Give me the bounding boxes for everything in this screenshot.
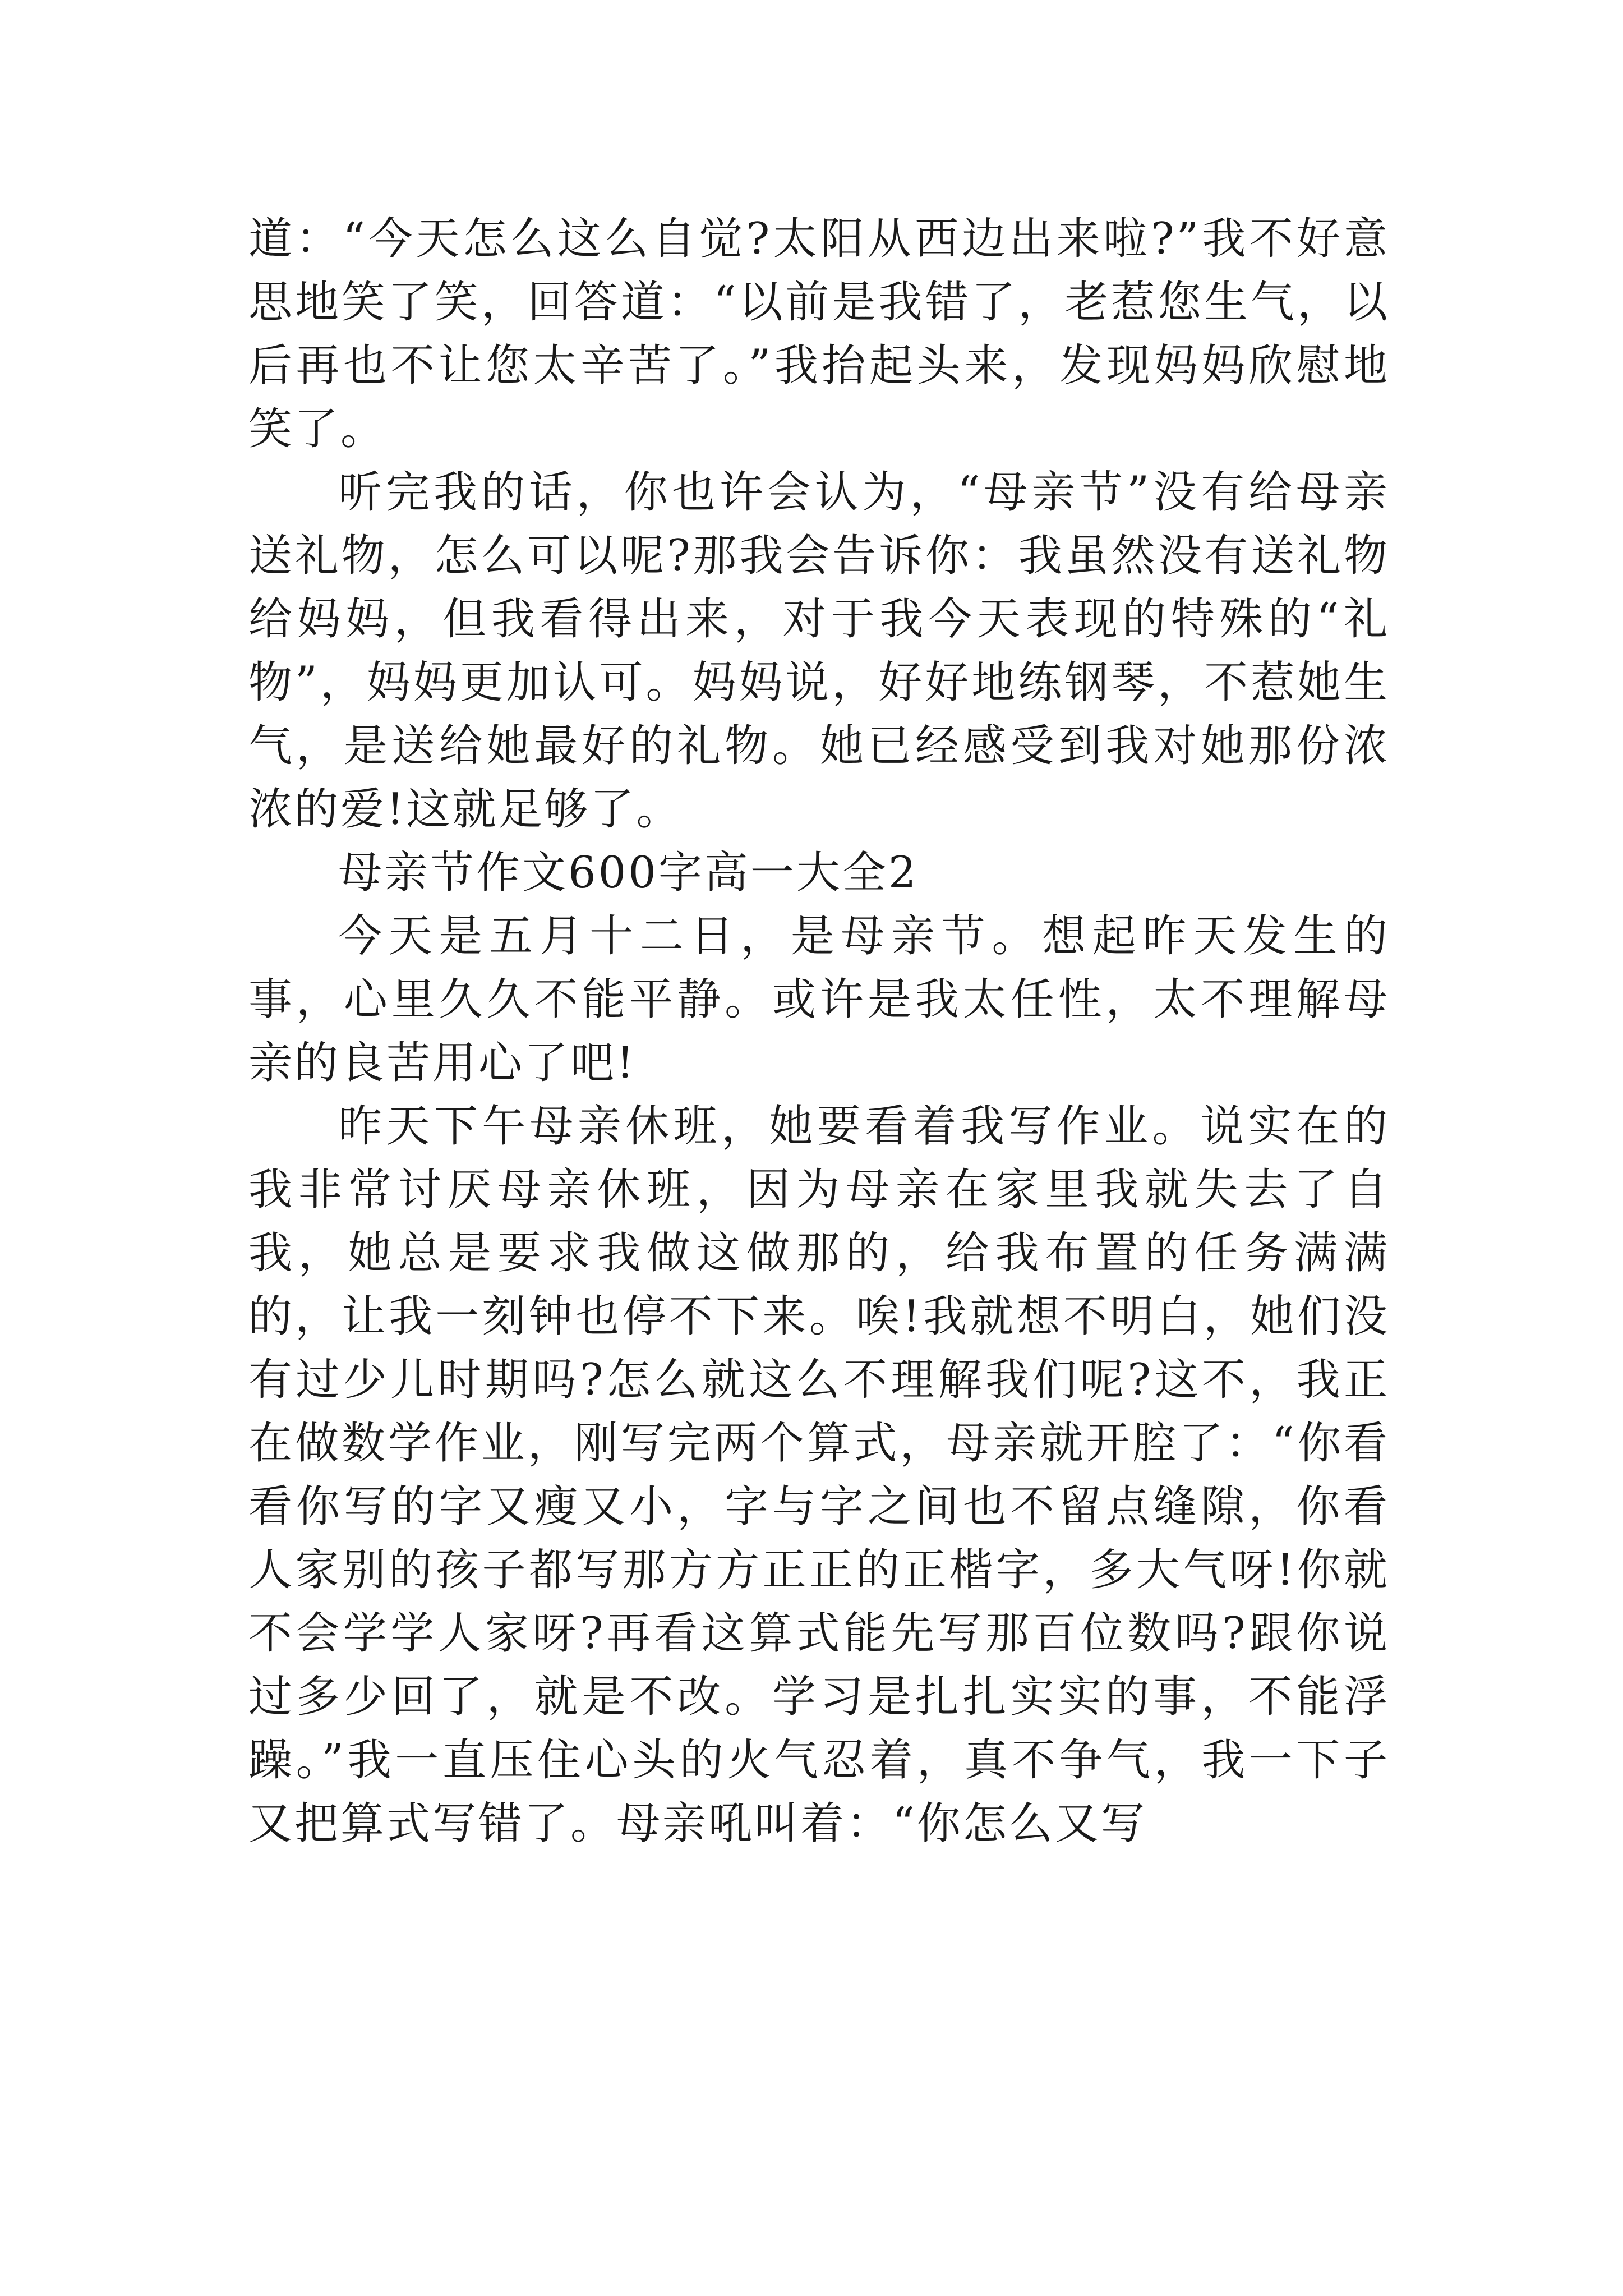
paragraph-4: 昨天下午母亲休班，她要看着我写作业。说实在的我非常讨厌母亲休班，因为母亲在家里我就失去了自我，她总是要求我做这做那的，给我布置的任务满满的，让我一刻钟也停不下来。唉!我就想不明白，她们没有过少儿时期吗?怎么就这么不理解我们呢?这不，我正在做数学作业，刚写完两个算式，母亲就开腔了：“你看看你写的字又瘦又小，字与字之间也不留点缝隙，你看人家别的孩子都写那方方正正的正楷字，多大气呀!你就不会学学人家呀?再看这算式能先写那百位数吗?跟你说过多少回了，就是不改。学习是扎扎实实的事，不能浮躁。”我一直压住心头的火气忍着，真不争气，我一下子又把算式写错了。母亲吼叫着：“你怎么又写 (248, 1101, 1390, 1849)
paragraph-3: 今天是五月十二日，是母亲节。想起昨天发生的事，心里久久不能平静。或许是我太任性，太不理解母亲的良苦用心了吧! (248, 911, 1390, 1088)
paragraph-2: 听完我的话，你也许会认为，“母亲节”没有给母亲送礼物，怎么可以呢?那我会告诉你：我虽然没有送礼物给妈妈，但我看得出来，对于我今天表现的特殊的“礼物”，妈妈更加认可。妈妈说，好好地练钢琴，不惹她生气，是送给她最好的礼物。她已经感受到我对她那份浓浓的爱!这就足够了。 (248, 467, 1390, 835)
paragraph-1: 道：“今天怎么这么自觉?太阳从西边出来啦?”我不好意思地笑了笑，回答道：“以前是我错了，老惹您生气，以后再也不让您太辛苦了。”我抬起头来，发现妈妈欣慰地笑了。 (248, 214, 1390, 454)
section-heading: 母亲节作文600字高一大全2 (338, 848, 919, 898)
document-body (248, 208, 1390, 1856)
